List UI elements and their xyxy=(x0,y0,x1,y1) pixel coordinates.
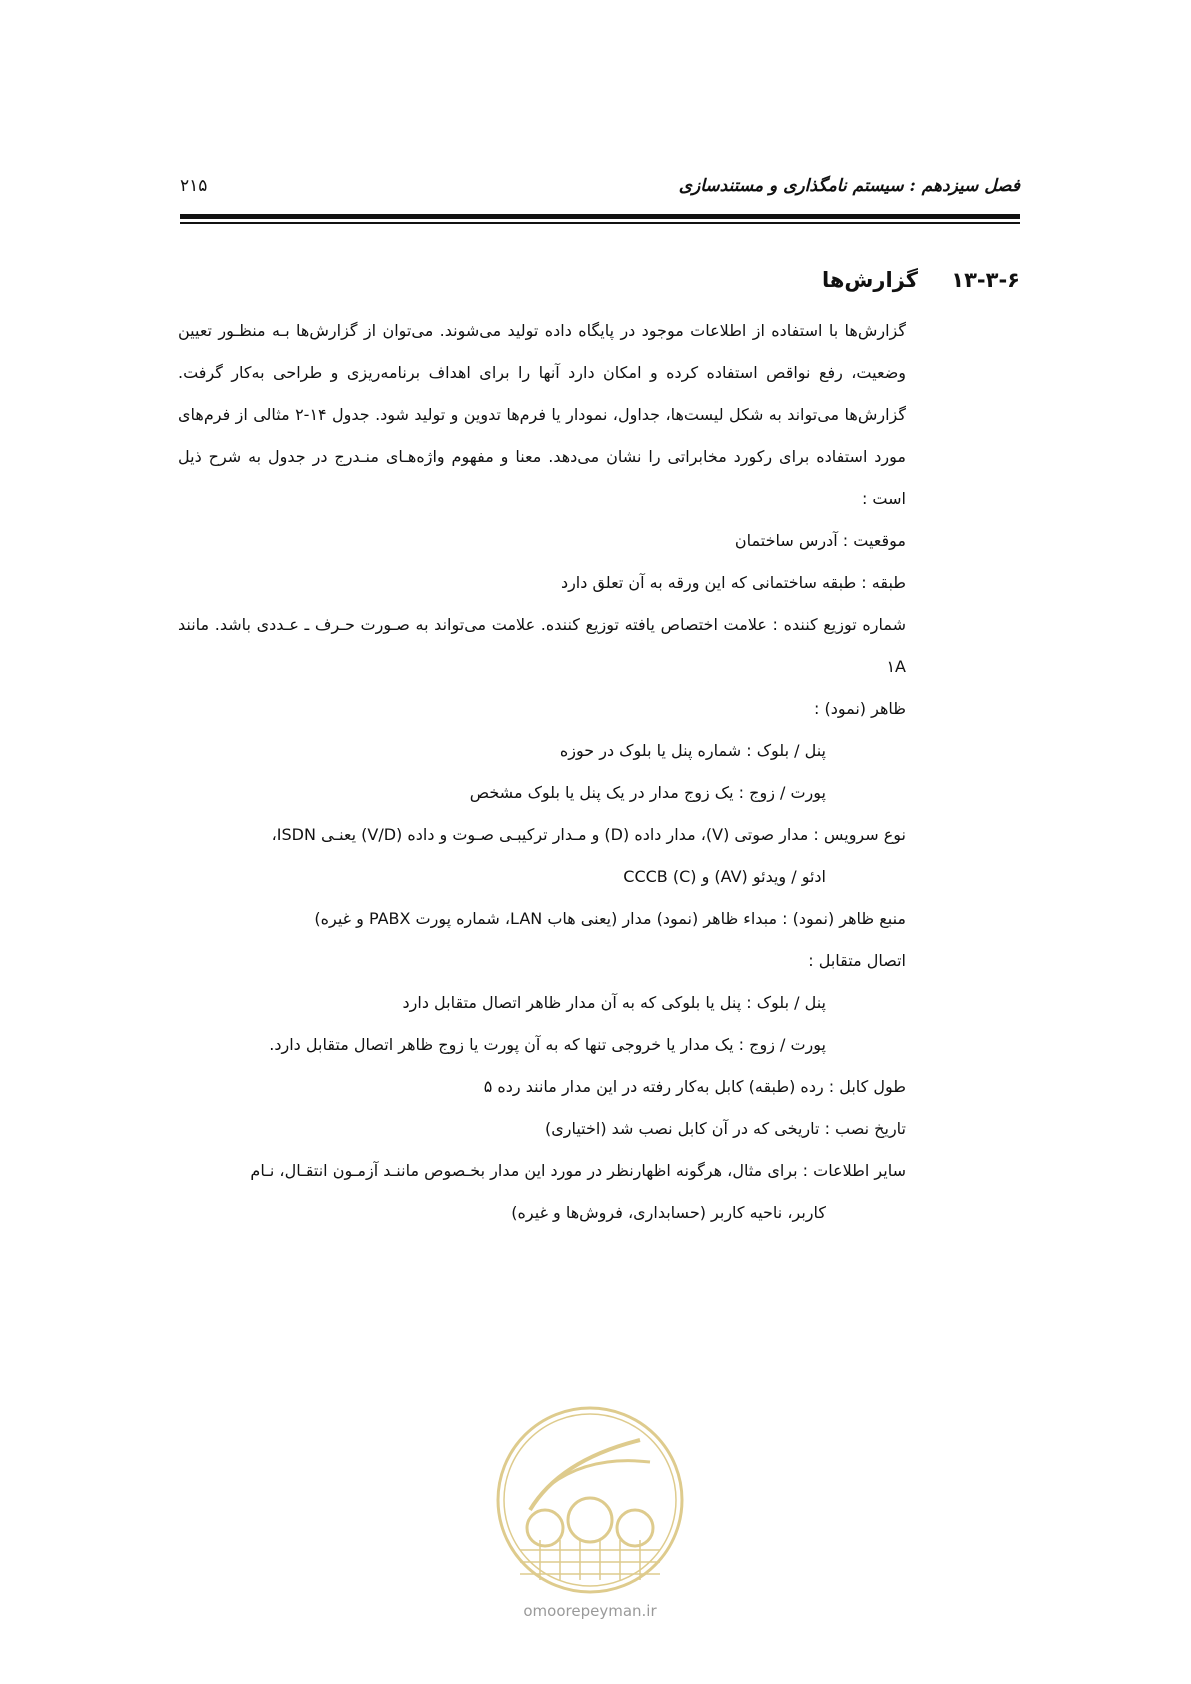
definition-location: موقعیت : آدرس ساختمان xyxy=(734,531,906,550)
definition-distributor: شماره توزیع کننده : علامت اختصاص یافته توزیع کننده. علامت می‌تواند به صـورت حـرف ـ عـددی باشد. مانند ۱A xyxy=(178,615,906,676)
section-number: ۱۳-۳-۶ xyxy=(951,268,1020,292)
definition-cable-length: طول کابل : رده (طبقه) کابل به‌کار رفته در این مدار مانند رده ۵ xyxy=(483,1077,906,1096)
definition-install-date: تاریخ نصب : تاریخی که در آن کابل نصب شد (اختیاری) xyxy=(544,1119,906,1138)
watermark-logo xyxy=(490,1400,690,1600)
running-head: فصل سیزدهم : سیستم نامگذاری و مستندسازی xyxy=(678,176,1020,196)
section-title: گزارش‌ها xyxy=(821,268,918,292)
definition-service-type-cont: ادئو / ویدئو (AV) و CCCB (C) xyxy=(623,867,826,886)
definition-cross-connect-port: پورت / زوج : یک مدار یا خروجی تنها که به آن پورت یا زوج ظاهر اتصال متقابل دارد. xyxy=(269,1035,826,1054)
watermark-caption: omoorepeyman.ir xyxy=(523,1602,657,1620)
page-number: ۲۱۵ xyxy=(180,176,208,196)
header-rule-thin xyxy=(180,222,1020,224)
definition-appearance-label: ظاهر (نمود) : xyxy=(813,699,906,718)
definition-other-info-cont: کاربر، ناحیه کاربر (حسابداری، فروش‌ها و غیره) xyxy=(511,1203,826,1222)
section-heading xyxy=(822,268,1020,292)
header-rule-thick xyxy=(180,214,1020,219)
definition-cross-connect-panel: پنل / بلوک : پنل یا بلوکی که به آن مدار ظاهر اتصال متقابل دارد xyxy=(402,993,826,1012)
definition-appearance-source: منبع ظاهر (نمود) : مبداء ظاهر (نمود) مدار (یعنی هاب LAN، شماره پورت PABX و غیره) xyxy=(314,909,906,928)
definition-service-type: نوع سرویس : مدار صوتی (V)، مدار داده (D) و مـدار ترکیبـی صـوت و داده (V/D) یعنـی ISDN، xyxy=(271,825,906,844)
body-text xyxy=(178,310,906,1234)
definition-appearance-panel: پنل / بلوک : شماره پنل یا بلوک در حوزه xyxy=(559,741,826,760)
definition-other-info: سایر اطلاعات : برای مثال، هرگونه اظهارنظر در مورد این مدار بخـصوص ماننـد آزمـون انتقـال، نـام xyxy=(250,1161,906,1180)
page-header xyxy=(180,176,1020,206)
definition-floor: طبقه : طبقه ساختمانی که این ورقه به آن تعلق دارد xyxy=(560,573,906,592)
intro-paragraph: گزارش‌ها با استفاده از اطلاعات موجود در پایگاه داده تولید می‌شوند. می‌توان از گزارش‌ها بـه منظـور تعیین وضعیت، رفع نواقص استفاده کرده و امکان دارد آنها را برای اهداف برنامه‌ریزی و طراحی به‌کار گرفت. گزارش‌ها می‌تواند به شکل لیست‌ها، جداول، نمودار یا فرم‌ها تدوین و تولید شود. جدول ۱۴-۲ مثالی از فرم‌های مورد استفاده برای رکورد مخابراتی را نشان می‌دهد. معنا و مفهوم واژه‌هـای منـدرج در جدول به شرح ذیل است : xyxy=(178,321,906,508)
definition-appearance-port: پورت / زوج : یک زوج مدار در یک پنل یا بلوک مشخص xyxy=(469,783,826,802)
definition-cross-connect-label: اتصال متقابل : xyxy=(808,951,906,970)
